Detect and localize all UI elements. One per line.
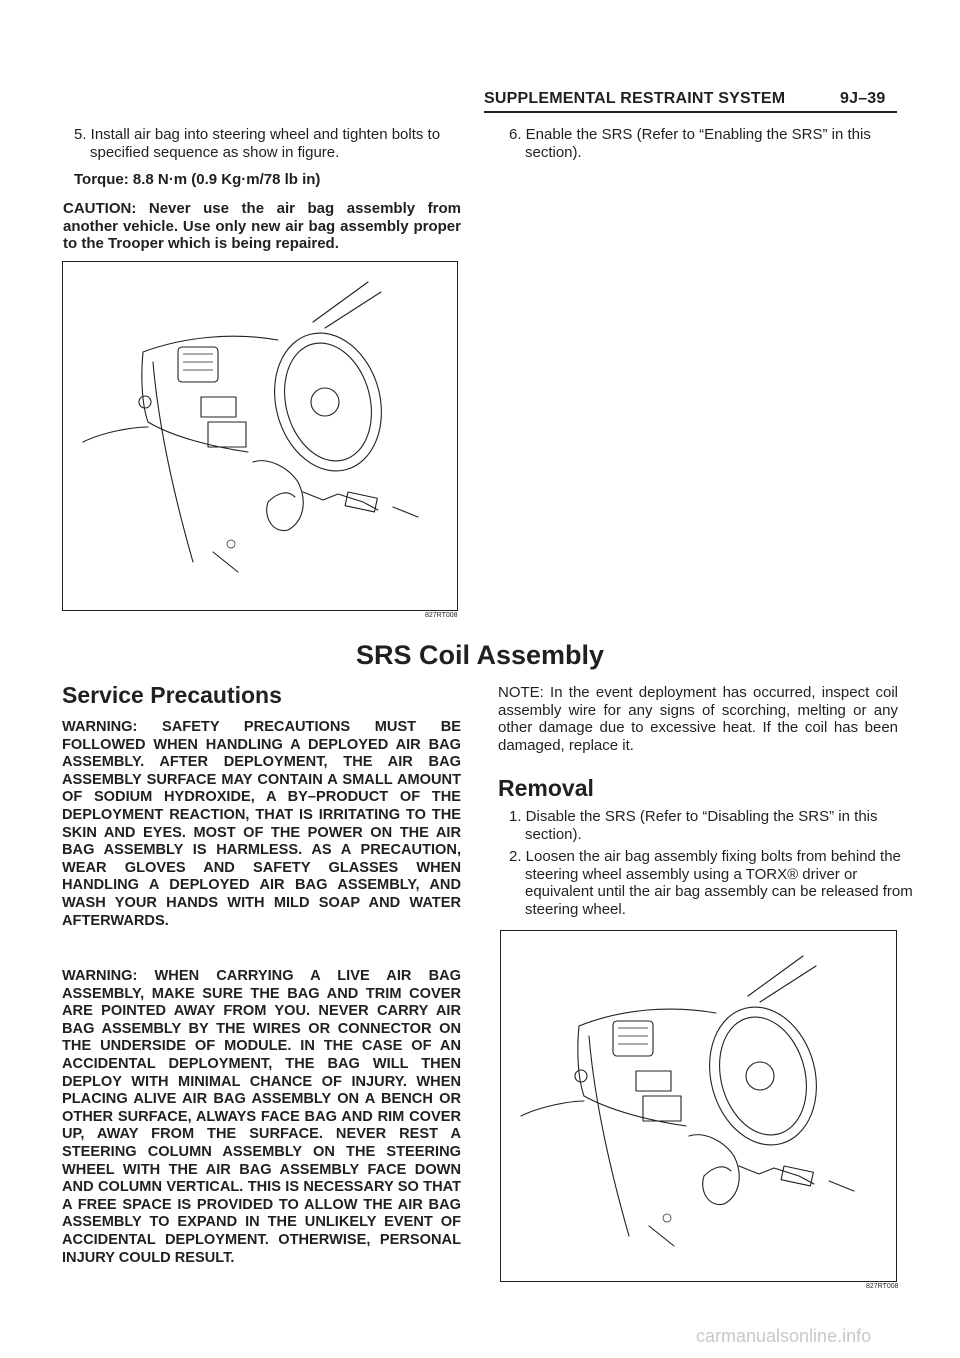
figure-install-airbag [62, 261, 458, 611]
page-number: 9J–39 [840, 90, 886, 107]
step-6: 6. Enable the SRS (Refer to “Enabling the SRS” in this section). [509, 126, 871, 161]
dashboard-illustration [63, 262, 457, 610]
header-rule [484, 111, 897, 113]
running-header-title: SUPPLEMENTAL RESTRAINT SYSTEM [484, 90, 786, 107]
section-heading: SRS Coil Assembly [355, 640, 605, 670]
figure-removal-airbag [500, 930, 897, 1282]
dashboard-illustration-2 [501, 931, 896, 1281]
watermark: carmanualsonline.info [696, 1326, 872, 1346]
removal-step-1: 1. Disable the SRS (Refer to “Disabling the SRS” in this section). [509, 808, 878, 843]
step-5: 5. Install air bag into steering wheel and tighten bolts to specified sequence as show in figure. [74, 126, 441, 161]
removal-heading: Removal [498, 775, 594, 801]
note-coil-inspection: NOTE: In the event deployment has occurred, inspect coil assembly wire for any signs of scorching, melting or any other damage due to excessive heat. If the coil has been damaged, replace it. [498, 684, 898, 754]
torque-spec: Torque: 8.8 N·m (0.9 Kg·m/78 lb in) [74, 171, 321, 188]
service-precautions-heading: Service Precautions [62, 682, 282, 708]
figure-code-2: 827RT008 [866, 1283, 899, 1290]
warning-live-airbag: WARNING: WHEN CARRYING A LIVE AIR BAG ASSEMBLY, MAKE SURE THE BAG AND TRIM COVER ARE POINTED AWAY FROM YOU. NEVER CARRY AIR BAG ASSEMBLY BY THE WIRES OR CONNECTOR ON THE UNDERSIDE OF MODULE. IN THE CASE OF AN ACCIDENTAL DEPLOYMENT, THE BAG WILL THEN DEPLOY WITH MINIMAL CHANCE OF INJURY. WHEN PLACING ALIVE AIR BAG ASSEMBLY ON A BENCH OR OTHER SURFACE, ALWAYS FACE BAG AND RIM COVER UP, AWAY FROM THE SURFACE. NEVER REST A STEERING COLUMN ASSEMBLY ON THE STEERING WHEEL WITH THE AIR BAG ASSEMBLY FACE DOWN AND COLUMN VERTICAL. THIS IS NECESSARY SO THAT A FREE SPACE IS PROVIDED TO ALLOW THE AIR BAG ASSEMBLY TO EXPAND IN THE UNLIKELY EVENT OF ACCIDENTAL DEPLOYMENT. OTHERWISE, PERSONAL INJURY COULD RESULT. [62, 968, 461, 1266]
removal-step-2: 2. Loosen the air bag assembly fixing bolts from behind the steering wheel assembly using a TORX® driver or equivalent until the air bag assembly can be released from steering wheel. [509, 848, 913, 918]
caution-note: CAUTION: Never use the air bag assembly from another vehicle. Use only new air bag assembly proper to the Trooper which is being repaired. [63, 200, 461, 253]
figure-code-1: 827RT008 [425, 612, 458, 619]
warning-deployed-airbag: WARNING: SAFETY PRECAUTIONS MUST BE FOLLOWED WHEN HANDLING A DEPLOYED AIR BAG ASSEMBLY. AFTER DEPLOYMENT, THE AIR BAG ASSEMBLY SURFACE MAY CONTAIN A SMALL AMOUNT OF SODIUM HYDROXIDE, A BY–PRODUCT OF THE DEPLOYMENT REACTION, THAT IS IRRITATING TO THE SKIN AND EYES. MOST OF THE POWER ON THE AIR BAG ASSEMBLY IS HARMLESS. AS A PRECAUTION, WEAR GLOVES AND SAFETY GLASSES WHEN HANDLING A DEPLOYED AIR BAG ASSEMBLY, AND WASH YOUR HANDS WITH MILD SOAP AND WATER AFTERWARDS. [62, 719, 461, 929]
